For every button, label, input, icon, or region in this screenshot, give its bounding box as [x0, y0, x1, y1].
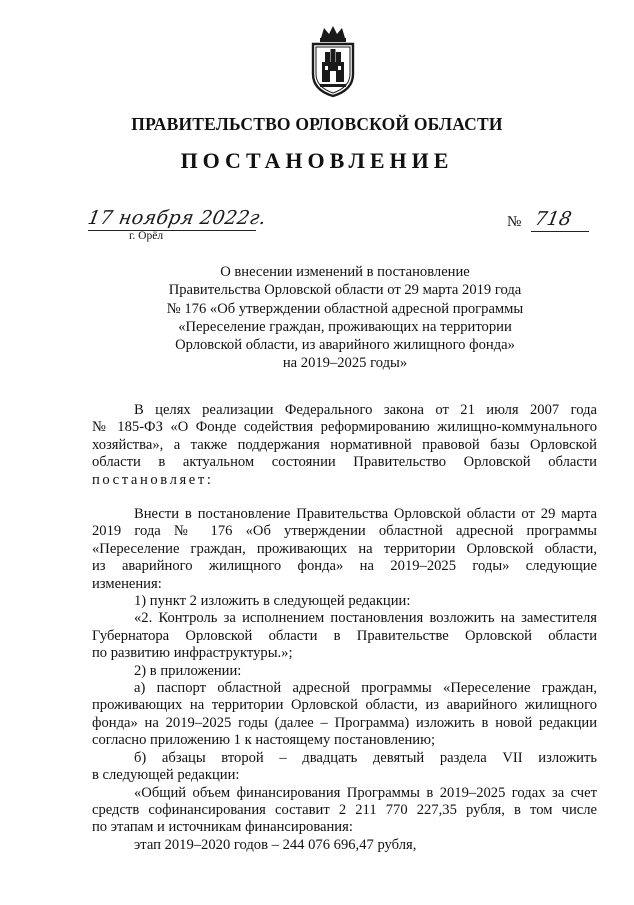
text-line: «Общий объем финансирования Программы в 2019–2025 годах за счет [134, 784, 597, 801]
government-name: ПРАВИТЕЛЬСТВО ОРЛОВСКОЙ ОБЛАСТИ [131, 114, 503, 134]
date-field [86, 207, 268, 235]
subject-line: Орловской области, из аварийного жилищного фонда» [175, 337, 515, 354]
text-line: б) абзацы второй – двадцать девятый раздела VII изложить [134, 749, 597, 766]
decree-subject [100, 263, 590, 373]
text-line: из аварийного жилищного фонда» на 2019–2025 годы» следующие [92, 558, 597, 575]
handwritten-number: 718 [533, 208, 574, 230]
text-line: «2. Контроль за исполнением постановления возложить на заместителя [134, 610, 597, 627]
subject-line: № 176 «Об утверждении областной адресной программы [166, 300, 524, 317]
text-line: постановляет: [92, 471, 214, 488]
text-line: изменения: [92, 575, 162, 592]
text-line: хозяйства», а также поддержания нормативной правовой базы Орловской [92, 436, 597, 453]
text-line: № 185-ФЗ «О Фонде содействия реформированию жилищно-коммунального [92, 419, 597, 436]
text-line: проживающих на территории Орловской области, из аварийного жилищного [92, 697, 597, 714]
text-line: по этапам и источникам финансирования: [92, 819, 353, 836]
document-type: ПОСТАНОВЛЕНИЕ [180, 148, 454, 173]
date-underline [88, 230, 256, 231]
text-line: Внести в постановление Правительства Орловской области от 29 марта [134, 506, 597, 522]
subject-line: Правительства Орловской области от 29 марта 2019 года [168, 282, 522, 299]
list-item: 1) пункт 2 изложить в следующей редакции: [134, 593, 411, 610]
subject-line: на 2019–2025 годы» [282, 355, 408, 372]
text-line: «Переселение граждан, проживающих на территории Орловской области, [92, 540, 597, 557]
text-line: области в актуальном состоянии Правительство Орловской области [92, 454, 597, 471]
text-line: средств софинансирования составит 2 211 770 227,35 рубля, в том числе [92, 801, 597, 818]
text-line: согласно приложению 1 к настоящему постановлению; [92, 732, 436, 749]
text-line: фонда» на 2019–2025 годы (далее – Программа) изложить в новой редакции [92, 714, 597, 731]
text-line: В целях реализации Федерального закона от 21 июля 2007 года [134, 402, 597, 418]
text-line: по развитию инфраструктуры.»; [92, 645, 293, 662]
subject-line: «Переселение граждан, проживающих на территории [178, 318, 512, 335]
coat-of-arms-icon [307, 24, 359, 98]
text-line: этап 2019–2020 годов – 244 076 696,47 рубля, [134, 836, 417, 853]
amendment-paragraph [92, 506, 597, 854]
city-label: г. Орёл [129, 230, 164, 242]
text-line: в следующей редакции: [92, 767, 240, 784]
list-item: 2) в приложении: [134, 662, 242, 679]
number-field [507, 210, 589, 236]
text-line: а) паспорт областной адресной программы «Переселение граждан, [134, 680, 597, 697]
number-sign: № [507, 214, 522, 230]
handwritten-date: 17 ноября 2022г. [86, 207, 268, 229]
text-line: Губернатора Орловской области в Правительстве Орловской области [92, 627, 597, 644]
subject-line: О внесении изменений в постановление [220, 264, 470, 280]
number-underline [531, 231, 589, 232]
preamble-paragraph [92, 402, 597, 489]
text-line: 2019 года № 176 «Об утверждении областной адресной программы [92, 523, 597, 540]
